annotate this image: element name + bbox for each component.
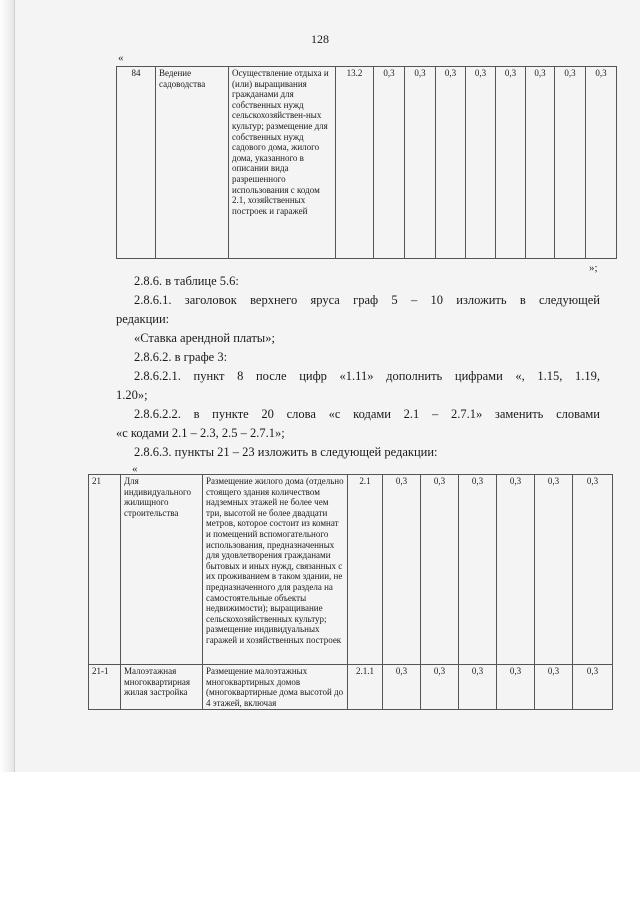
cell-rate: 0,3 xyxy=(421,665,459,710)
cell-rate: 0,3 xyxy=(405,67,436,259)
cell-rate: 0,3 xyxy=(383,665,421,710)
page-number: 128 xyxy=(311,32,329,46)
paragraph-2-8-6-2-2: 2.8.6.2.2. в пункте 20 слова «с кодами 2.1 – 2.7.1» заменить словами xyxy=(134,407,600,421)
cell-rate: 0,3 xyxy=(526,67,555,259)
paragraph-2-8-6-1-cont: редакции: xyxy=(116,312,170,326)
cell-rate: 0,3 xyxy=(466,67,496,259)
cell-rate: 0,3 xyxy=(555,67,586,259)
paragraph-2-8-6: 2.8.6. в таблице 5.6: xyxy=(134,274,239,288)
cell-rate: 0,3 xyxy=(421,475,459,665)
cell-rate: 0,3 xyxy=(573,665,613,710)
cell-rate: 0,3 xyxy=(586,67,617,259)
cell-rate: 0,3 xyxy=(459,665,497,710)
cell-name: Малоэтажная многоквартирная жилая застройка xyxy=(121,665,203,710)
open-quote: « xyxy=(132,463,138,475)
paragraph-2-8-6-3: 2.8.6.3. пункты 21 – 23 изложить в следующей редакции: xyxy=(134,445,438,459)
cell-name: Для индивидуального жилищного строительства xyxy=(121,475,203,665)
quoted-heading: «Ставка арендной платы»; xyxy=(134,331,275,345)
cell-description: Размещение малоэтажных многоквартирных домов (многоквартирные дома высотой до 4 этажей, включая xyxy=(203,665,348,710)
cell-rate: 0,3 xyxy=(374,67,405,259)
paragraph-2-8-6-2-1-cont: 1.20»; xyxy=(116,388,148,402)
cell-code: 2.1.1 xyxy=(348,665,383,710)
table-rows-21 xyxy=(88,474,613,710)
cell-code: 2.1 xyxy=(348,475,383,665)
cell-rate: 0,3 xyxy=(459,475,497,665)
cell-description: Размещение жилого дома (отдельно стоящего здания количеством надземных этажей не более чем три, высотой не более двадцати метров, которое состоит из комнат и помещений вспомогательного использования, предназначенных для удовлетворения гражданами бытовых и иных нужд, связанных с их проживанием в таком здании, не предназначенного для раздела на самостоятельные объекты недвижимости); выращивание сельскохозяйственных культур; размещение индивидуальных гаражей и хозяйственных построек xyxy=(203,475,348,665)
paragraph-2-8-6-1: 2.8.6.1. заголовок верхнего яруса граф 5 – 10 изложить в следующей xyxy=(134,293,600,307)
open-quote: « xyxy=(118,52,124,64)
table-row-84 xyxy=(116,66,617,259)
cell-number: 21-1 xyxy=(89,665,121,710)
cell-number: 21 xyxy=(89,475,121,665)
cell-rate: 0,3 xyxy=(497,475,535,665)
cell-number: 84 xyxy=(117,67,156,259)
scan-edge xyxy=(0,0,14,772)
close-quote: »; xyxy=(589,262,598,274)
cell-rate: 0,3 xyxy=(383,475,421,665)
cell-rate: 0,3 xyxy=(573,475,613,665)
cell-rate: 0,3 xyxy=(436,67,466,259)
cell-rate: 0,3 xyxy=(496,67,526,259)
cell-rate: 0,3 xyxy=(535,665,573,710)
cell-rate: 0,3 xyxy=(535,475,573,665)
paragraph-2-8-6-2-2-cont: «с кодами 2.1 – 2.3, 2.5 – 2.7.1»; xyxy=(116,426,285,440)
paragraph-2-8-6-2-1: 2.8.6.2.1. пункт 8 после цифр «1.11» дополнить цифрами «, 1.15, 1.19, xyxy=(134,369,600,383)
cell-rate: 0,3 xyxy=(497,665,535,710)
cell-name: Ведение садоводства xyxy=(156,67,229,259)
paragraph-2-8-6-2: 2.8.6.2. в графе 3: xyxy=(134,350,228,364)
cell-description: Осуществление отдыха и (или) выращивания гражданами для собственных нужд сельскохозяйствен-ных культур; размещение для собственных нужд садового дома, жилого дома, указанного в описании вида разрешенного использования с кодом 2.1, хозяйственных построек и гаражей xyxy=(229,67,336,259)
cell-code: 13.2 xyxy=(336,67,374,259)
